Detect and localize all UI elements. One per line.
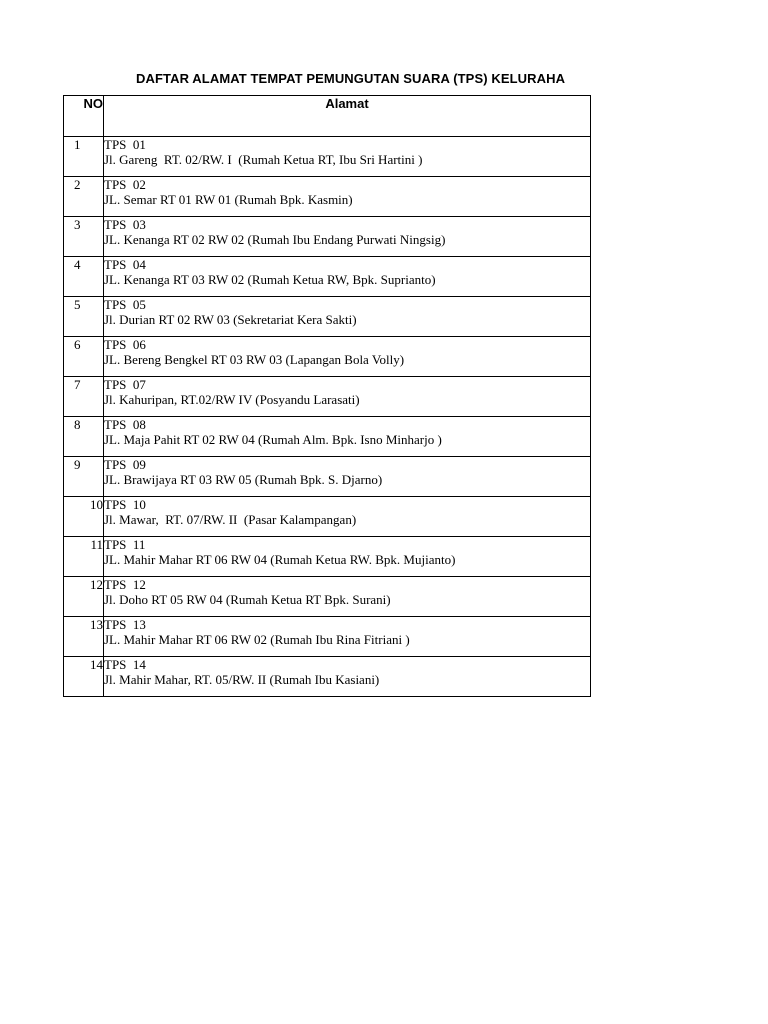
row-number: 11	[90, 537, 103, 552]
tps-label: TPS 05	[104, 297, 146, 312]
tps-label: TPS 11	[104, 537, 146, 552]
tps-label: TPS 02	[104, 177, 146, 192]
address-cell	[104, 297, 591, 337]
tps-address: JL. Semar RT 01 RW 01 (Rumah Bpk. Kasmin)	[104, 192, 353, 207]
table-row	[64, 177, 591, 217]
tps-label: TPS 10	[104, 497, 146, 512]
tps-label: TPS 01	[104, 137, 146, 152]
row-number-cell	[64, 337, 104, 377]
row-number-cell	[64, 417, 104, 457]
address-cell	[104, 457, 591, 497]
row-number-cell	[64, 217, 104, 257]
row-number-cell	[64, 657, 104, 697]
address-cell	[104, 217, 591, 257]
address-cell	[104, 417, 591, 457]
tps-label: TPS 07	[104, 377, 146, 392]
row-number: 13	[90, 617, 103, 632]
address-cell	[104, 257, 591, 297]
table-row	[64, 217, 591, 257]
table-row	[64, 337, 591, 377]
tps-label: TPS 13	[104, 617, 146, 632]
document-title: DAFTAR ALAMAT TEMPAT PEMUNGUTAN SUARA (TPS) KELURAHA	[136, 71, 566, 86]
table-row	[64, 537, 591, 577]
row-number: 6	[74, 337, 81, 352]
table-row	[64, 137, 591, 177]
address-cell	[104, 337, 591, 377]
row-number: 12	[90, 577, 103, 592]
tps-label: TPS 03	[104, 217, 146, 232]
tps-address: JL. Kenanga RT 02 RW 02 (Rumah Ibu Endang Purwati Ningsig)	[104, 232, 446, 247]
column-header-address: Alamat	[104, 96, 591, 137]
row-number-cell	[64, 177, 104, 217]
row-number-cell	[64, 457, 104, 497]
row-number-cell	[64, 577, 104, 617]
address-cell	[104, 497, 591, 537]
address-cell	[104, 177, 591, 217]
address-cell	[104, 657, 591, 697]
row-number-cell	[64, 537, 104, 577]
address-cell	[104, 577, 591, 617]
tps-address: Jl. Mawar, RT. 07/RW. II (Pasar Kalampangan)	[104, 512, 357, 527]
tps-label: TPS 04	[104, 257, 146, 272]
tps-address: JL. Bereng Bengkel RT 03 RW 03 (Lapangan Bola Volly)	[104, 352, 405, 367]
table-row	[64, 417, 591, 457]
table-row	[64, 617, 591, 657]
row-number-cell	[64, 377, 104, 417]
row-number: 9	[74, 457, 81, 472]
row-number-cell	[64, 617, 104, 657]
tps-address: JL. Mahir Mahar RT 06 RW 02 (Rumah Ibu Rina Fitriani )	[104, 632, 410, 647]
table-row	[64, 457, 591, 497]
tps-address: JL. Maja Pahit RT 02 RW 04 (Rumah Alm. Bpk. Isno Minharjo )	[104, 432, 442, 447]
address-cell	[104, 377, 591, 417]
address-cell	[104, 617, 591, 657]
tps-label: TPS 06	[104, 337, 146, 352]
row-number: 1	[74, 137, 81, 152]
table-row	[64, 257, 591, 297]
tps-address: Jl. Mahir Mahar, RT. 05/RW. II (Rumah Ibu Kasiani)	[104, 672, 380, 687]
tps-address: Jl. Kahuripan, RT.02/RW IV (Posyandu Larasati)	[104, 392, 360, 407]
row-number: 7	[74, 377, 81, 392]
table-body	[64, 137, 591, 697]
row-number-cell	[64, 297, 104, 337]
table-row	[64, 377, 591, 417]
tps-label: TPS 12	[104, 577, 146, 592]
tps-address: JL. Kenanga RT 03 RW 02 (Rumah Ketua RW, Bpk. Suprianto)	[104, 272, 436, 287]
table-header-row	[64, 96, 591, 137]
tps-label: TPS 09	[104, 457, 146, 472]
tps-label: TPS 14	[104, 657, 146, 672]
tps-address: Jl. Durian RT 02 RW 03 (Sekretariat Kera Sakti)	[104, 312, 357, 327]
tps-address-table	[63, 95, 591, 697]
row-number: 10	[90, 497, 103, 512]
table-row	[64, 297, 591, 337]
row-number: 5	[74, 297, 81, 312]
tps-address: JL. Brawijaya RT 03 RW 05 (Rumah Bpk. S. Djarno)	[104, 472, 383, 487]
row-number-cell	[64, 257, 104, 297]
address-cell	[104, 137, 591, 177]
table-row	[64, 657, 591, 697]
row-number: 14	[90, 657, 103, 672]
tps-label: TPS 08	[104, 417, 146, 432]
tps-address: JL. Mahir Mahar RT 06 RW 04 (Rumah Ketua RW. Bpk. Mujianto)	[104, 552, 456, 567]
address-cell	[104, 537, 591, 577]
row-number: 2	[74, 177, 81, 192]
row-number-cell	[64, 137, 104, 177]
row-number-cell	[64, 497, 104, 537]
row-number: 3	[74, 217, 81, 232]
row-number: 4	[74, 257, 81, 272]
row-number: 8	[74, 417, 81, 432]
table-row	[64, 577, 591, 617]
table-row	[64, 497, 591, 537]
tps-address: Jl. Gareng RT. 02/RW. I (Rumah Ketua RT, Ibu Sri Hartini )	[104, 152, 423, 167]
column-header-no: NO	[64, 96, 104, 137]
tps-address: Jl. Doho RT 05 RW 04 (Rumah Ketua RT Bpk. Surani)	[104, 592, 391, 607]
